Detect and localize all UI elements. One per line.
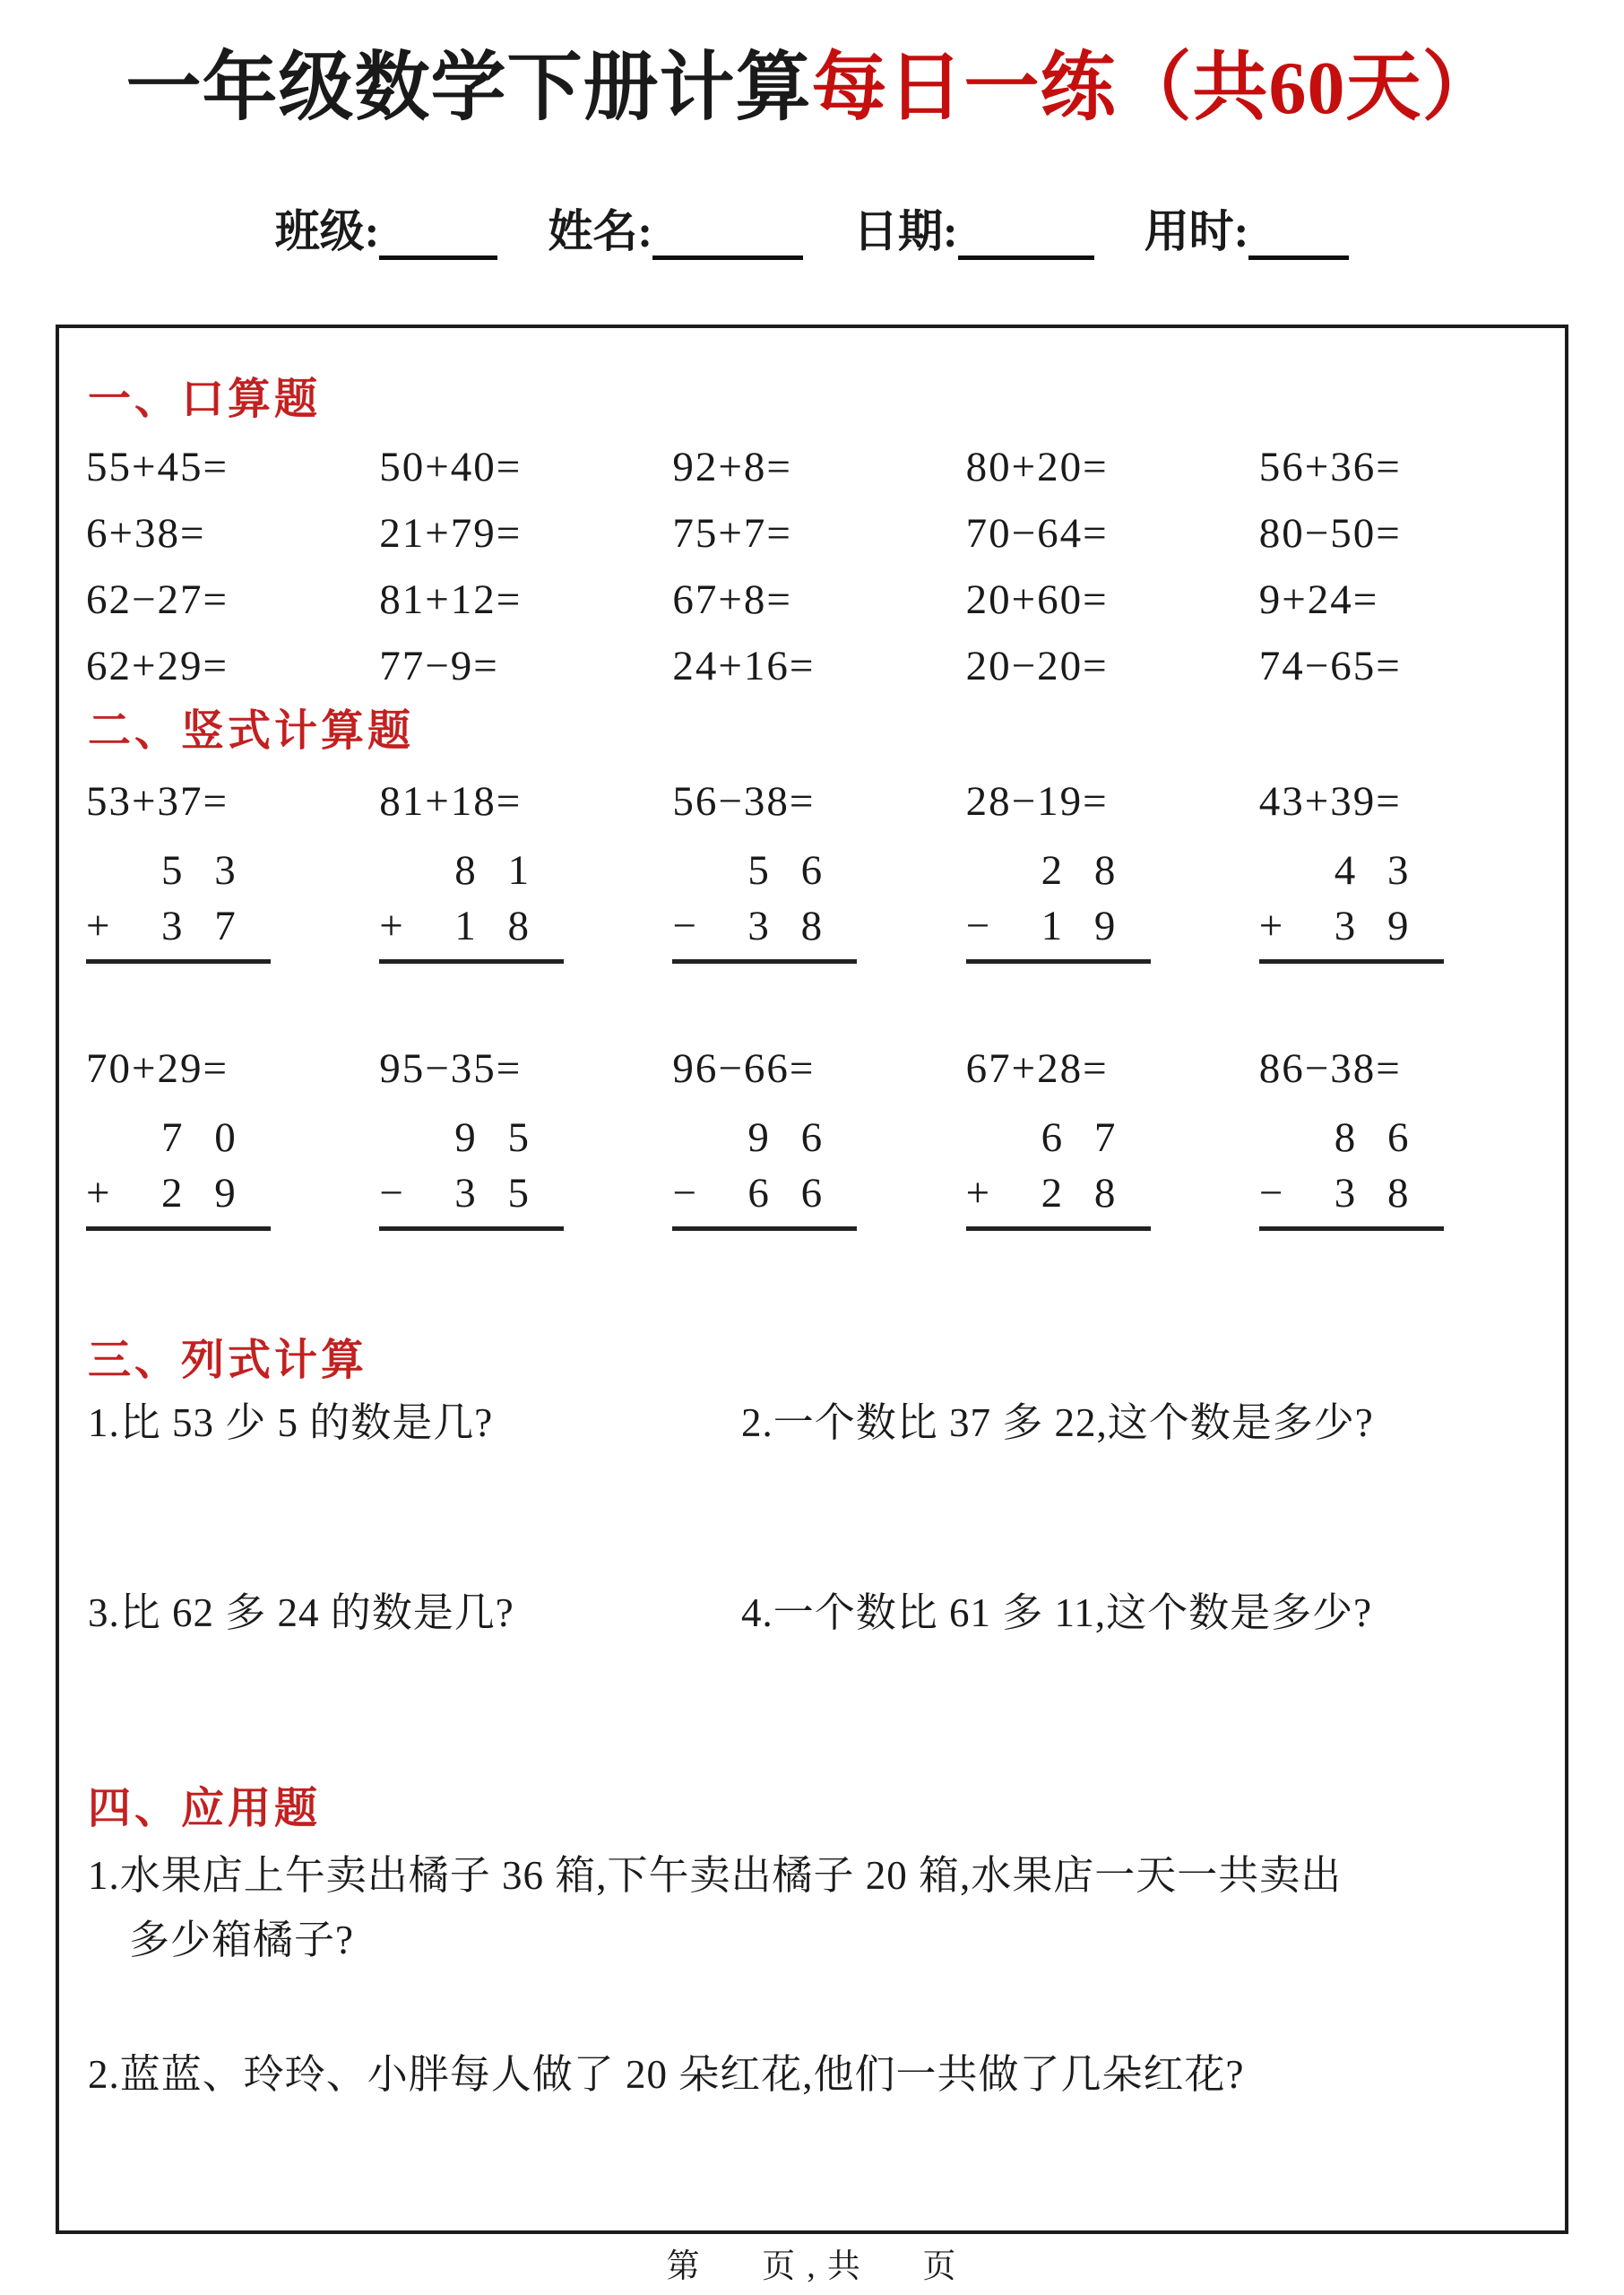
worksheet-box (56, 325, 1568, 2234)
expression-heading: 三、列式计算 (88, 1337, 368, 1384)
vertical-mid-row (86, 1165, 271, 1221)
expression-problem: 2.一个数比 37 多 22,这个数是多少? (741, 1400, 1374, 1445)
vertical-mid-row (1259, 1165, 1444, 1221)
vertical-equation: 67+28= (965, 1045, 1109, 1092)
vertical-answer-line (86, 1226, 271, 1231)
vertical-top-number: 6 7 (1041, 1114, 1116, 1161)
vertical-bottom-number: 3 5 (454, 1170, 529, 1217)
oral-problem: 75+7= (672, 510, 792, 557)
class-blank-line (379, 204, 497, 260)
vertical-mid-row (966, 1165, 1151, 1221)
vertical-problem (1259, 769, 1552, 964)
name-blank-line (652, 204, 803, 260)
vertical-operator: + (379, 903, 403, 949)
vertical-operator: − (965, 903, 990, 949)
vertical-mid-row (672, 898, 857, 954)
vertical-answer-line (966, 1226, 1151, 1231)
vertical-operator: − (672, 903, 696, 949)
oral-problem: 20−20= (965, 643, 1109, 689)
vertical-top-number: 9 6 (747, 1114, 823, 1161)
oral-problem: 80−50= (1258, 510, 1402, 557)
oral-problem: 70−64= (965, 510, 1109, 557)
vertical-equation: 28−19= (965, 778, 1109, 825)
oral-problem: 74−65= (1258, 643, 1402, 689)
oral-grid (86, 434, 1552, 699)
vertical-top-number: 7 0 (161, 1114, 236, 1161)
vertical-mid-row (379, 1165, 564, 1221)
vertical-bottom-number: 2 9 (161, 1170, 236, 1217)
vertical-stack (379, 1110, 564, 1231)
vertical-equation: 95−35= (379, 1045, 523, 1092)
vertical-bottom-number: 2 8 (1041, 1170, 1116, 1217)
vertical-problem (966, 1036, 1259, 1231)
vertical-problem (966, 769, 1259, 964)
word-list (88, 1843, 1486, 2107)
word-problem (88, 2042, 1486, 2107)
vertical-stack (966, 1110, 1151, 1231)
expression-problem: 3.比 62 多 24 的数是几? (88, 1590, 514, 1635)
vertical-stack (1259, 843, 1444, 964)
vertical-equation: 81+18= (379, 778, 523, 825)
oral-problem: 50+40= (379, 444, 523, 490)
oral-problem: 6+38= (86, 510, 206, 557)
expression-grid (88, 1391, 1540, 1644)
vertical-answer-line (672, 959, 857, 964)
vertical-answer-line (379, 959, 564, 964)
date-label: 日期: (853, 206, 958, 256)
word-problem-line: 2.蓝蓝、玲玲、小胖每人做了 20 朵红花,他们一共做了几朵红花? (88, 2052, 1245, 2097)
vertical-mid-row (966, 898, 1151, 954)
vertical-heading: 二、竖式计算题 (88, 707, 415, 755)
word-problem-line: 1.水果店上午卖出橘子 36 箱,下午卖出橘子 20 箱,水果店一天一共卖出 (88, 1853, 1343, 1898)
vertical-stack (672, 843, 857, 964)
vertical-operator: − (379, 1170, 403, 1217)
name-label: 姓名: (548, 206, 652, 256)
oral-problem: 21+79= (379, 510, 523, 557)
vertical-equation: 96−66= (672, 1045, 816, 1092)
oral-problem: 62+29= (86, 643, 229, 689)
time-label: 用时: (1144, 206, 1249, 256)
page-footer: 第 页 , 共 页 (666, 2248, 958, 2285)
info-field-date (853, 195, 1094, 260)
word-heading: 四、应用题 (88, 1785, 322, 1832)
vertical-grid-1 (86, 769, 1552, 964)
vertical-operator: + (86, 903, 110, 949)
time-blank-line (1248, 204, 1349, 260)
oral-problem: 62−27= (86, 576, 229, 623)
oral-problem: 56+36= (1258, 444, 1402, 490)
vertical-bottom-number: 3 7 (161, 903, 236, 949)
oral-problem: 67+8= (672, 576, 792, 623)
info-field-time (1145, 195, 1350, 260)
vertical-top-number: 2 8 (1041, 847, 1116, 894)
vertical-problem (86, 1036, 379, 1231)
vertical-problem (86, 769, 379, 964)
page-title-accent: 每日一练（共60天） (811, 47, 1499, 130)
vertical-answer-line (379, 1226, 564, 1231)
page-title (0, 27, 1624, 135)
vertical-stack (86, 1110, 271, 1231)
oral-problem: 81+12= (379, 576, 523, 623)
vertical-top-number: 5 3 (161, 847, 236, 894)
class-label: 班级: (274, 206, 380, 256)
vertical-stack (672, 1110, 857, 1231)
vertical-equation: 53+37= (86, 778, 229, 825)
vertical-operator: + (86, 1170, 110, 1217)
vertical-mid-row (672, 1165, 857, 1221)
vertical-equation: 43+39= (1258, 778, 1402, 825)
vertical-operator: + (1258, 903, 1283, 949)
vertical-equation: 86−38= (1258, 1045, 1402, 1092)
vertical-mid-row (86, 898, 271, 954)
vertical-answer-line (86, 959, 271, 964)
info-field-class (275, 195, 498, 260)
vertical-problem (672, 769, 965, 964)
word-problem (88, 1843, 1486, 1972)
vertical-mid-row (1259, 898, 1444, 954)
vertical-top-number: 4 3 (1334, 847, 1409, 894)
vertical-operator: − (1258, 1170, 1283, 1217)
vertical-problem (1259, 1036, 1552, 1231)
vertical-equation: 70+29= (86, 1045, 229, 1092)
date-blank-line (958, 204, 1094, 260)
vertical-mid-row (379, 898, 564, 954)
vertical-bottom-number: 1 8 (454, 903, 529, 949)
oral-problem: 92+8= (672, 444, 792, 490)
page-title-main: 一年级数学下册计算 (125, 47, 812, 130)
oral-problem: 9+24= (1258, 576, 1379, 623)
vertical-bottom-number: 6 6 (747, 1170, 823, 1217)
oral-problem: 77−9= (379, 643, 499, 689)
vertical-answer-line (672, 1226, 857, 1231)
vertical-problem (379, 769, 672, 964)
oral-heading: 一、口算题 (88, 376, 322, 423)
vertical-answer-line (966, 959, 1151, 964)
vertical-stack (966, 843, 1151, 964)
expression-problem: 1.比 53 少 5 的数是几? (88, 1400, 494, 1445)
vertical-operator: + (965, 1170, 990, 1217)
vertical-bottom-number: 3 9 (1334, 903, 1409, 949)
info-field-name (548, 195, 803, 260)
vertical-bottom-number: 3 8 (747, 903, 823, 949)
oral-problem: 80+20= (965, 444, 1109, 490)
vertical-stack (86, 843, 271, 964)
vertical-problem (379, 1036, 672, 1231)
vertical-equation: 56−38= (672, 778, 816, 825)
word-problem-line: 多少箱橘子? (129, 1918, 354, 1962)
oral-problem: 20+60= (965, 576, 1109, 623)
vertical-grid-2 (86, 1036, 1552, 1231)
vertical-answer-line (1259, 959, 1444, 964)
vertical-top-number: 8 6 (1334, 1114, 1409, 1161)
vertical-bottom-number: 3 8 (1334, 1170, 1409, 1217)
vertical-stack (379, 843, 564, 964)
vertical-answer-line (1259, 1226, 1444, 1231)
oral-problem: 24+16= (672, 643, 816, 689)
vertical-bottom-number: 1 9 (1041, 903, 1116, 949)
vertical-operator: − (672, 1170, 696, 1217)
info-row (0, 195, 1624, 260)
expression-problem: 4.一个数比 61 多 11,这个数是多少? (741, 1590, 1373, 1635)
vertical-top-number: 8 1 (454, 847, 529, 894)
vertical-top-number: 9 5 (454, 1114, 529, 1161)
oral-problem: 55+45= (86, 444, 229, 490)
vertical-stack (1259, 1110, 1444, 1231)
vertical-problem (672, 1036, 965, 1231)
vertical-top-number: 5 6 (747, 847, 823, 894)
